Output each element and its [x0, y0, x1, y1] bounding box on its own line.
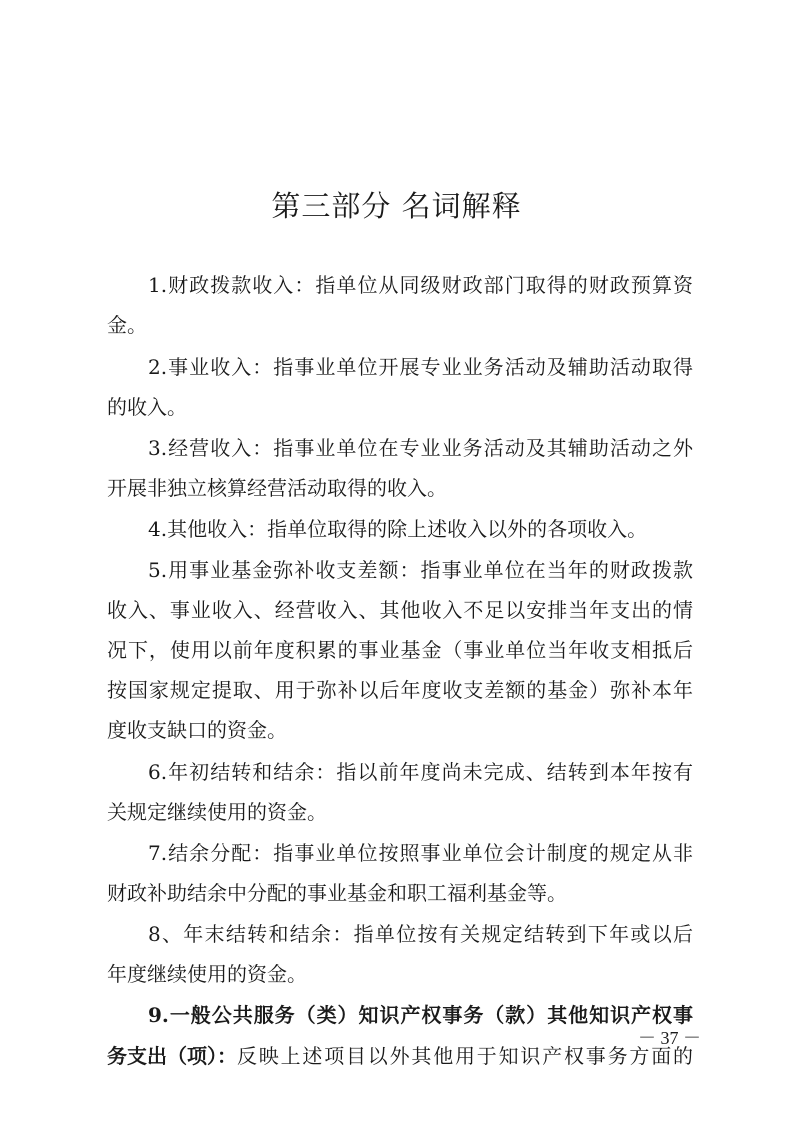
- definition-6-line-2: 关规定继续使用的资金。: [107, 800, 327, 824]
- page-title: 第三部分 名词解释: [271, 189, 522, 223]
- definition-6-line-1: 6.年初结转和结余：指以前年度尚未完成、结转到本年按有: [148, 760, 693, 784]
- definition-9-line-2: [107, 1036, 693, 1076]
- definition-9-description: 反映上述项目以外其他用于知识产权事务方面的: [237, 1044, 693, 1068]
- definition-5-line-4: 按国家规定提取、用于弥补以后年度收支差额的基金）弥补本年: [107, 678, 693, 702]
- definition-5-line-2: 收入、事业收入、经营收入、其他收入不足以安排当年支出的情: [107, 598, 693, 622]
- definition-9-term-end: 务支出（项）：: [107, 1044, 237, 1068]
- definition-3-line-1: 3.经营收入：指事业单位在专业业务活动及其辅助活动之外: [148, 436, 693, 460]
- definition-8-line-1: 8、年末结转和结余：指单位按有关规定结转到下年或以后: [148, 922, 693, 946]
- definition-2-line-1: 2.事业收入：指事业单位开展专业业务活动及辅助活动取得: [148, 355, 693, 379]
- definition-5-line-1: 5.用事业基金弥补收支差额：指事业单位在当年的财政拨款: [148, 558, 693, 582]
- definition-8-line-2: 年度继续使用的资金。: [107, 962, 307, 986]
- definition-7-line-2: 财政补助结余中分配的事业基金和职工福利基金等。: [107, 881, 567, 905]
- page-number: － 37 －: [638, 1028, 701, 1048]
- definition-7-line-1: 7.结余分配：指事业单位按照事业单位会计制度的规定从非: [148, 841, 693, 865]
- definition-9-line-1: 9.一般公共服务（类）知识产权事务（款）其他知识产权事: [148, 1003, 693, 1027]
- definition-3-line-2: 开展非独立核算经营活动取得的收入。: [107, 476, 447, 500]
- definition-4-line-1: 4.其他收入：指单位取得的除上述收入以外的各项收入。: [148, 517, 648, 541]
- definition-5-line-3: 况下，使用以前年度积累的事业基金（事业单位当年收支相抵后: [107, 638, 693, 662]
- definition-1-line-1: 1.财政拨款收入：指单位从同级财政部门取得的财政预算资: [148, 273, 693, 297]
- definition-1-line-2: 金。: [107, 313, 147, 337]
- definition-5-line-5: 度收支缺口的资金。: [107, 718, 287, 742]
- definition-2-line-2: 的收入。: [107, 395, 187, 419]
